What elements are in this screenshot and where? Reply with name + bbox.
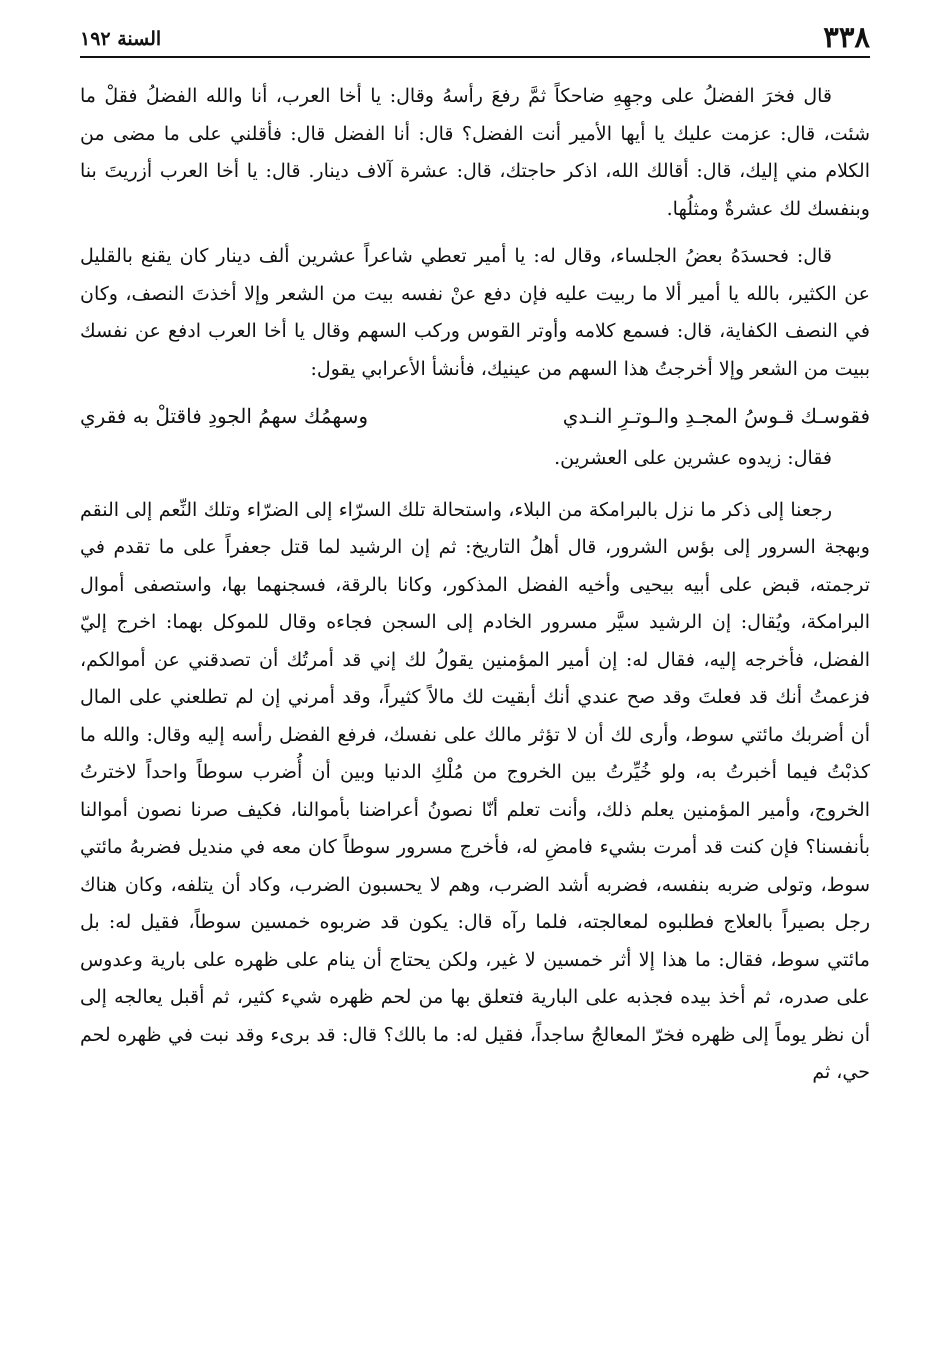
body-text — [80, 78, 870, 1092]
paragraph-envy-of-companions: قال: فحسدَهُ بعضُ الجلساء، وقال له: يا أمير تعطي شاعراً عشرين ألف دينار كان يقنع بالقليل عن الكثير، بالله يا أمير ألا ما ربيت عليه فإن دفع عنْ نفسه بيت من الشعر وإلا أخذتَ النصف، وكان في النصف الكفاية، قال: فسمع كلامه وأوتر القوس وركب السهم وقال يا أخا العرب ادفع عن نفسك ببيت من الشعر وإلا أخرجتُ هذا السهم من عينيك، فأنشأ الأعرابي يقول: — [80, 245, 870, 380]
running-head — [80, 22, 870, 58]
year-heading: السنة ١٩٢ — [80, 28, 162, 50]
paragraph-fadl-reply: قال فخرَ الفضلُ على وجهِهِ ضاحكاً ثمَّ رفعَ رأسهُ وقال: يا أخا العرب، أنا والله الفضلُ فقلْ ما شئت، قال: عزمت عليك يا أيها الأمير أنت الفضل؟ قال: أنا الفضل قال: فأقلني على ما مضى من الكلام مني إليك، قال: أقالك الله، اذكر حاجتك، قال: عشرة آلاف دينار. قال: يا أخا العرب أزريتَ بنا وبنفسك لك عشرةٌ ومثلُها. — [80, 85, 871, 220]
poem-verse — [80, 396, 870, 436]
page-number: ٣٣٨ — [823, 20, 870, 54]
verse-second-hemistich: وسهمُك سهمُ الجودِ فاقتلْ به فقري — [80, 404, 368, 428]
paragraph-after-verse: فقال: زيدوه عشرين على العشرين. — [554, 447, 832, 469]
verse-first-hemistich: فقوسـك قـوسُ المجـدِ والـوتـرِ النـدي — [562, 404, 870, 428]
paragraph-barmakids-story: رجعنا إلى ذكر ما نزل بالبرامكة من البلاء، واستحالة تلك السرّاء إلى الضرّاء وتلك النِّعم إلى النقم وبهجة السرور إلى بؤس الشرور، قال أهلُ التاريخ: ثم إن الرشيد لما قتل جعفراً على ما تقدم في ترجمته، قبض على أبيه بيحيى وأخيه الفضل المذكور، وكانا بالرقة، فسجنهما بها، واستصفى أموال البرامكة، ويُقال: إن الرشيد سيَّر مسرور الخادم إلى السجن فجاءه وقال للموكل بهما: اخرج إليّ الفضل، فأخرجه إليه، فقال له: إن أمير المؤمنين يقولُ لك إني قد أمرتُك أن تصدقني عن أموالكم، فزعمتُ أنك قد فعلتَ وقد صح عندي أنك أبقيت لك مالاً كثيراً، وقد أمرني إن لم تطلعني على المال أن أضربك مائتي سوط، وأرى لك أن لا تؤثر مالك على نفسك، فرفع الفضل رأسه إليه وقال: والله ما كذبْتُ فيما أخبرتُ به، ولو خُيِّرتُ بين الخروج من مُلْكِ الدنيا وبين أن أُضرب سوطاً واحداً لاخترتُ الخروج، وأمير المؤمنين يعلم ذلك، وأنت تعلم أنّا نصونُ أعراضنا بأموالنا، فكيف صرنا نصون أموالنا بأنفسنا؟ فإن كنت قد أمرت بشيء فامضِ له، فأخرج مسرور سوطاً كان معه في منديل فضربهُ مائتي سوط، وتولى ضربه بنفسه، فضربه أشد الضرب، وهم لا يحسبون الضرب، وكاد أن يتلفه، وكان هناك رجل بصيراً بالعلاج فطلبوه لمعالجته، فلما رآه قال: يكون قد ضربوه خمسين سوطاً، فقيل له: بل مائتي سوط، فقال: ما هذا إلا أثر خمسين لا غير، ولكن يحتاج أن ينام على ظهره على بارية وعدوس على صدره، ثم أخذ بيده فجذبه على البارية فتعلق بها من لحم ظهره شيء كثير، ثم أقبل يعالجه إلى أن نظر يوماً إلى ظهره فخرّ المعالجُ ساجداً، فقيل له: ما بالك؟ قال: قد برىء وقد نبت في ظهره لحم حي، ثم — [80, 498, 870, 1083]
